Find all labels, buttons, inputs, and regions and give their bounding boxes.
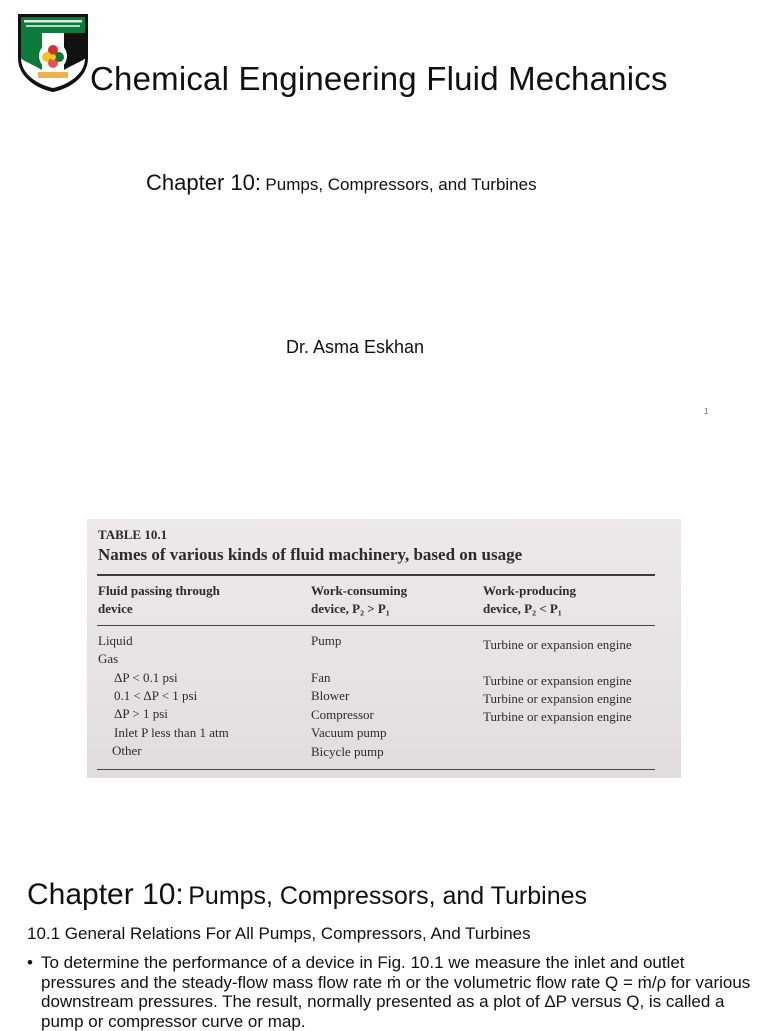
author-name: Dr. Asma Eskhan	[286, 337, 425, 357]
header-line: Fluid passing through	[98, 583, 220, 598]
header-line: device	[98, 601, 133, 616]
table-cell: Other	[112, 743, 142, 758]
section-heading: 10.1 General Relations For All Pumps, Compressors, And Turbines	[27, 924, 531, 943]
table-cell: Liquid	[98, 633, 133, 648]
table-cell: Blower	[311, 688, 350, 703]
table-cell: Bicycle pump	[311, 744, 384, 759]
table-header-work-producing	[483, 582, 576, 618]
table-number: TABLE 10.1	[98, 527, 168, 542]
table-cell: Compressor	[311, 707, 374, 722]
header-line: device, P₂ > P₁	[311, 601, 390, 616]
table-cell: ΔP < 0.1 psi	[114, 670, 178, 685]
table-slide	[0, 430, 768, 860]
bullet-item	[27, 953, 757, 1031]
table-cell: Turbine or expansion engine	[483, 637, 632, 652]
table-cell: 0.1 < ΔP < 1 psi	[114, 688, 198, 703]
table-header-work-consuming	[311, 582, 407, 618]
title-slide	[0, 0, 768, 430]
chapter-topic: Pumps, Compressors, and Turbines	[188, 882, 588, 910]
table-cell: Gas	[98, 651, 119, 666]
table-bottom-rule	[97, 769, 655, 770]
table-cell: Pump	[311, 633, 342, 648]
table-header-rule	[97, 625, 655, 626]
bullet-text: To determine the performance of a device in Fig. 10.1 we measure the inlet and outlet pressures and the steady-flow mass flow rate ṁ or the volumetric flow rate Q = ṁ/ρ for various downstream pressures. The result, normally presented as a plot of ΔP versus Q, is called a pump or compressor curve or map.	[41, 953, 751, 1031]
table-title: Names of various kinds of fluid machinery, based on usage	[98, 545, 523, 564]
chapter-label: Chapter 10:	[146, 170, 261, 195]
table-cell: Inlet P less than 1 atm	[114, 725, 229, 740]
table-cell: Fan	[311, 670, 331, 685]
table-photo	[87, 519, 681, 778]
header-line: Work-producing	[483, 583, 576, 598]
chapter-subtitle	[146, 170, 537, 196]
university-logo	[16, 12, 90, 94]
content-slide	[0, 860, 768, 1031]
table-cell: ΔP > 1 psi	[114, 706, 168, 721]
table-cell: Vacuum pump	[311, 725, 387, 740]
table-header-fluid	[98, 582, 220, 618]
bullet-icon: •	[27, 953, 33, 972]
page-number: 1	[704, 407, 709, 416]
table-cell: Turbine or expansion engine	[483, 691, 632, 706]
table-cell: Turbine or expansion engine	[483, 673, 632, 688]
presentation-title: Chemical Engineering Fluid Mechanics	[90, 60, 668, 97]
table-top-rule	[97, 574, 655, 576]
header-line: Work-consuming	[311, 583, 408, 598]
header-line: device, P₂ < P₁	[483, 601, 562, 616]
chapter-label: Chapter 10:	[27, 878, 184, 911]
table-cell: Turbine or expansion engine	[483, 709, 632, 724]
slide-title	[27, 878, 587, 912]
chapter-topic: Pumps, Compressors, and Turbines	[265, 175, 537, 194]
